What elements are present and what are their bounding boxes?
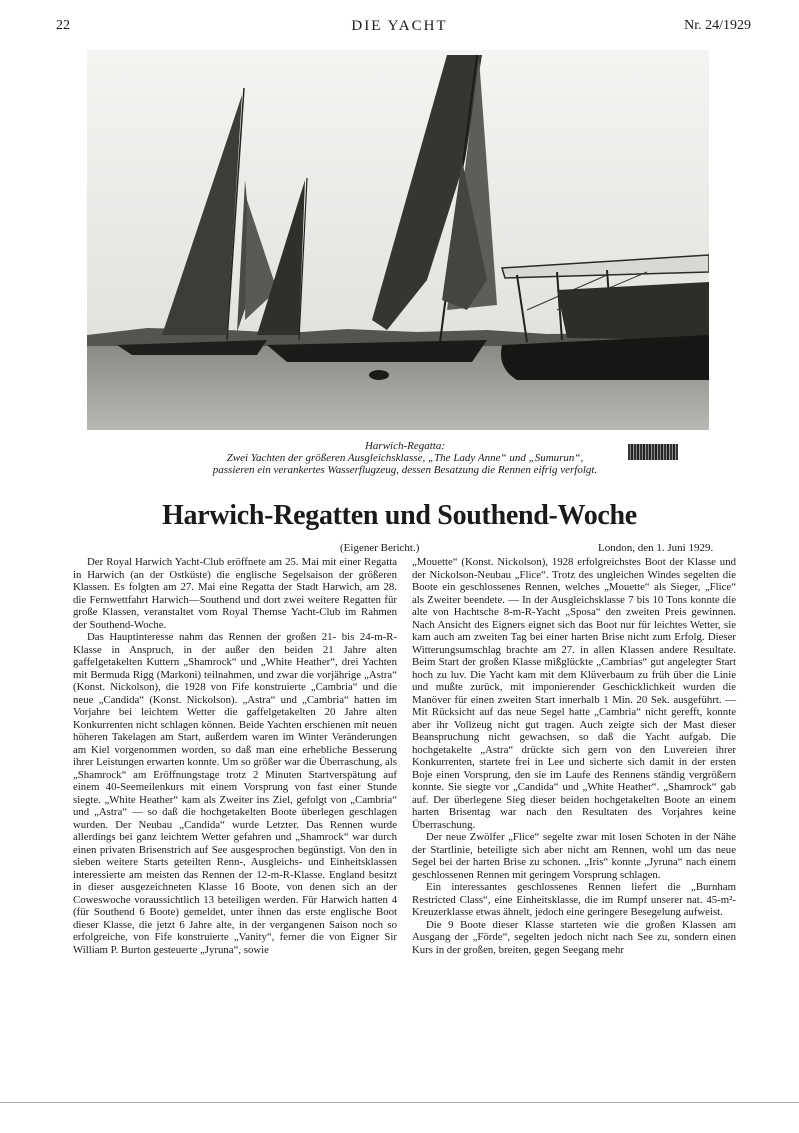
paragraph: Das Hauptinteresse nahm das Rennen der großen 21- bis 24-m-R-Klasse in Anspruch, in der außer den beiden 21 Jahre alten gaffelgetakelten Kuttern „Shamrock“ und „White Heather“, drei Yachten mit Bermuda Rigg (Markoni) teilnahmen, und zwar die vorjährige „Astra“ (Konst. Nickolson), die 1928 von Fife konstruierte „Cambria“ und die neue „Candida“ (Konst. Nickolson). „Astra“ und „Cambria“ hatten im Vorjahre bei leichtem Wetter die gaffelgetakelten 20 Jahre alten Konkurrenten nicht schlagen können. Beide Yachten erschienen mit neuen höheren Takelagen am Start, außerdem waren im Winter Veränderungen am Kiel vorgenommen worden, so daß man eine erhebliche Besserung ihrer Leistungen erwarten konnte. Um so größer war die Überraschung, als „Shamrock“ am Eröffnungstage trotz 2 Minuten Startverspätung auf einem 40-Seemeilenkurs mit einem Vorsprung von fast einer Stunde siegte. „White Heather“ kam als Zweiter ins Ziel, gefolgt von „Cambria“ und „Astra“ — so daß die hochgetakelten Boote überlegen geschlagen wurden. Der Neubau „Candida“ wurde Letzter. Das Rennen wurde allerdings bei ganz leichtem Wetter gefahren und „Shamrock“ war durch einen privaten Brisenstrich auf See ausgesprochen begünstigt. Von den in sieben weitere Starts geteilten Renn-, Ausgleichs- und Einheitsklassen interessierte am meisten das Rennen der 12-m-R-Klasse. England besitzt in dieser ausgezeichneten Klasse 16 Boote, von denen sich an der Coweswoche voraussichtlich 13 beteiligen werden. Für Harwich hatten 4 (für Southend 6 Boote) gemeldet, unter ihnen das erste englische Boot dieser Klasse, die jetzt 6 Jahre alte, in der vergangenen Saison noch so erfolgreiche, von Fife konstruierte „Vanity“, ferner die von Eigner Sir William P. Burton gesteuerte „Jyruna“, sowie bbox=[73, 631, 397, 956]
photo-caption bbox=[170, 440, 640, 476]
paragraph: Die 9 Boote dieser Klasse starteten wie die großen Klassen am Ausgang der „Förde“, segelten jedoch nicht nach See zu, sondern einen Kurs in der großen, breiten, gegen Seegang mehr bbox=[412, 918, 736, 956]
caption-line-2: passieren ein verankertes Wasserflugzeug, dessen Besatzung die Rennen eifrig verfolgt. bbox=[212, 464, 598, 476]
paragraph: Ein interessantes geschlossenes Rennen liefert die „Burnham Restricted Class“, eine Einheitsklasse, die im Rumpf unserer nat. 45-m²-Kreuzerklasse etwas ähnelt, jedoch eine geringere Besegelung aufweist. bbox=[412, 881, 736, 918]
paragraph: Der neue Zwölfer „Flice“ segelte zwar mit losen Schoten in der Nähe der Startlinie, beteiligte sich aber nicht am Rennen, wohl um das neue Segel bei der harten Brise zu schonen. „Iris“ konnte „Jyruna“ nach einem geschlossenen Rennen mit geringem Vorsprung schlagen. bbox=[412, 831, 736, 881]
page-number: 22 bbox=[56, 18, 70, 33]
article-column-right bbox=[412, 556, 736, 956]
magazine-title: DIE YACHT bbox=[351, 18, 448, 34]
paragraph: Der Royal Harwich Yacht-Club eröffnete am 25. Mai mit einer Regatta in Harwich (an der Ostküste) die englische Segelsaison der größeren Klassen. Es folgten am 27. Mai eine Regatta der Stadt Harwich, am 28. die Fernwettfahrt Harwich—Southend und dort zwei weitere Regatten für große Klassen, veranstaltet vom Royal Themse Yacht-Club im Rahmen der Southend-Woche. bbox=[73, 556, 397, 631]
regatta-photo bbox=[87, 50, 709, 430]
article-headline: Harwich-Regatten und Southend-Woche bbox=[162, 500, 637, 531]
page-bottom-rule bbox=[0, 1102, 799, 1103]
caption-line-1: Zwei Yachten der größeren Ausgleichsklasse, „The Lady Anne“ und „Sumurun“, bbox=[226, 452, 584, 464]
article-subtitle: (Eigener Bericht.) bbox=[340, 542, 420, 554]
paragraph: „Mouette“ (Konst. Nickolson), 1928 erfolgreichstes Boot der Klasse und der Nickolson-Neubau „Flice“. Trotz des ungleichen Windes segelten die Boote ein geschlossenes Rennen, welches „Mouette“ als Sieger, „Flice“ als Zweiter beendete. — In der Ausgleichsklasse 7 bis 10 Tons konnte die alte von Hachtsche 8-m-R-Yacht „Sposa“ den zweiten Preis gewinnen. Nach Ansicht des Eigners eignet sich das Boot nur für leichtes Wetter, sie kam auch am zweiten Tag bei einer harten Brise nicht zum Erfolg. Dieser Witterungsumschlag brachte am 27. in allen Klassen andere Resultate. Beim Start der großen Klasse mißglückte „Cambrias“ gut angelegter Start hoch zu luv. Die Yacht kam mit dem Klüverbaum zu früh über die Linie und mußte zurück, mit imponierender Geschicklichkeit wurden die Manöver für einen zweiten Start innerhalb 1 Min. 20 Sek. ausgeführt. — Mit Rücksicht auf das neue Segel hatte „Cambria“ nicht gerefft, konnte aber ihr Vollzeug nicht gut tragen. Auch zeigte sich der Mast dieser Beanspruchung nicht gewachsen, so daß die Yacht aufgab. Die hochgetakelte „Astra“ drückte sich gern von den Luvereien ihrer Konkurrenten, startete frei in Lee und sicherte sich damit in der ersten Boje einen Vorsprung, den sie im Laufe des Rennens ständig vergrößern konnte. Sie siegte vor „Candida“ und „White Heather“. „Shamrock“ gab auf. Der überlegene Sieg dieser beiden hochgetakelten Boote an einem harten Brisentag war nach den Resultaten des Vorjahres keine Überraschung. bbox=[412, 556, 736, 831]
issue-number: Nr. 24/1929 bbox=[684, 18, 751, 33]
decorative-stamp bbox=[628, 444, 678, 460]
article-column-left bbox=[73, 556, 397, 956]
article-dateline: London, den 1. Juni 1929. bbox=[598, 542, 714, 554]
caption-title: Harwich-Regatta: bbox=[364, 440, 446, 452]
